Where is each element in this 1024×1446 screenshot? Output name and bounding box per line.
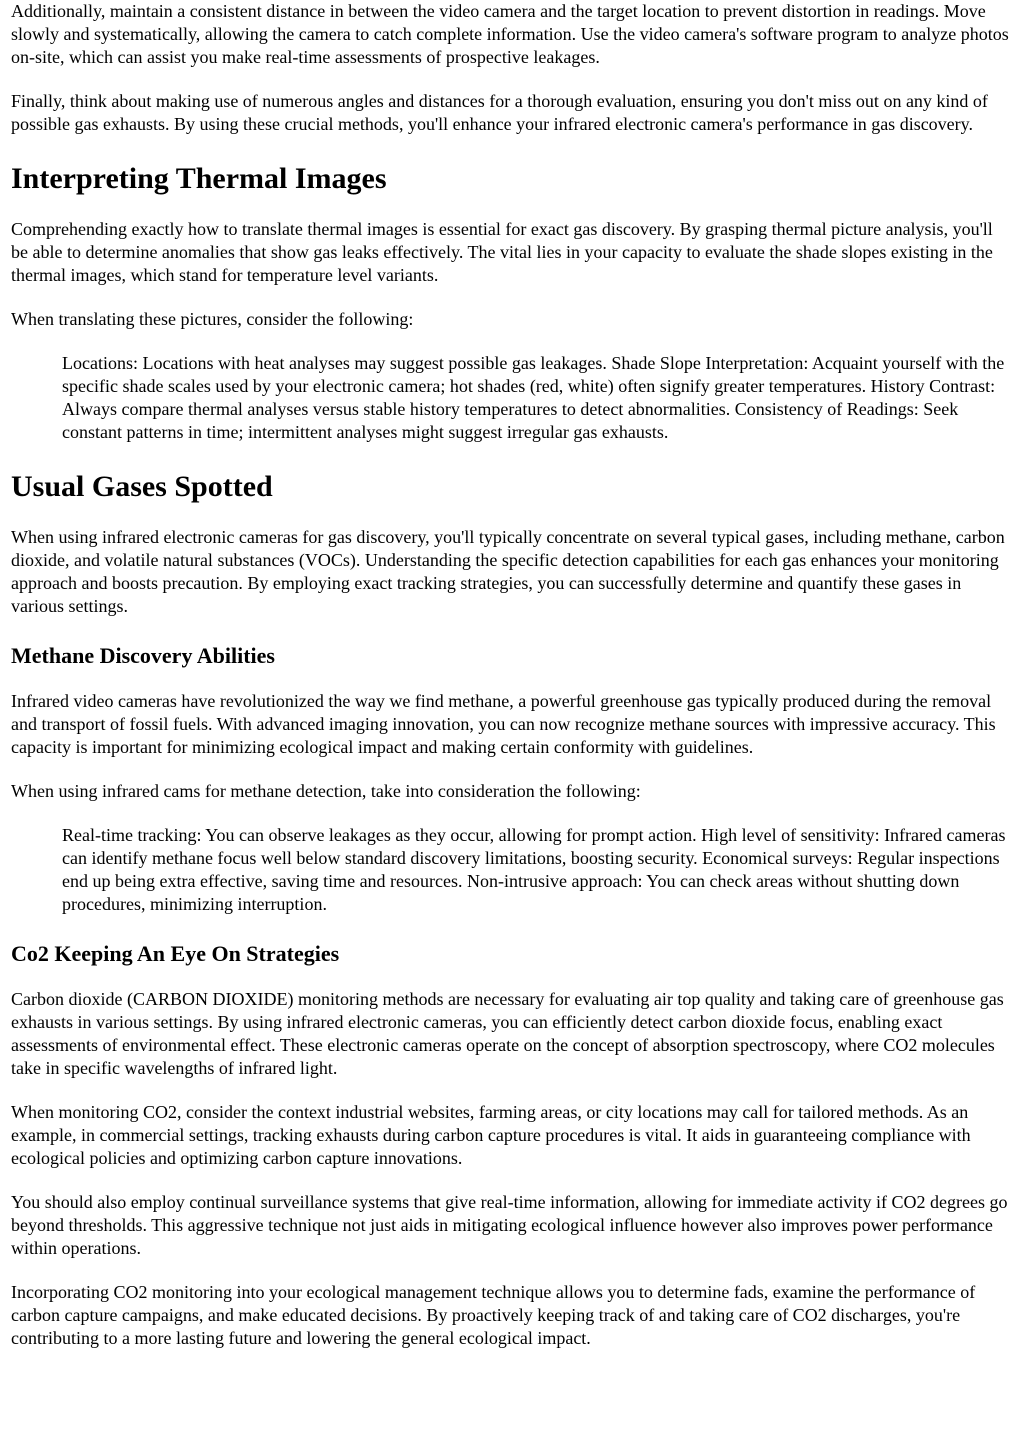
paragraph-distance: Additionally, maintain a consistent distance in between the video camera and the target location to prevent distortion in readings. Move slowly and systematically, allowing the camera to catch complete information. Use the video camera's software program to analyze photos on-site, which can assist you make real-time assessments of prospective leakages. — [11, 1, 1009, 67]
heading-methane: Methane Discovery Abilities — [11, 643, 275, 668]
paragraph-co2-context: When monitoring CO2, consider the context industrial websites, farming areas, or city locations may call for tailored methods. As an example, in commercial settings, tracking exhausts during carbon capture procedures is vital. It aids in guaranteeing compliance with ecological policies and optimizing carbon capture innovations. — [11, 1102, 971, 1168]
blockquote-methane-tips: Real-time tracking: You can observe leakages as they occur, allowing for prompt action. High level of sensitivity: Infrared cameras can identify methane focus well below standard discovery limitations, boosting security. Economical surveys: Regular inspections end up being extra effective, saving time and resources. Non-intrusive approach: You can check areas without shutting down procedures, minimizing interruption. — [62, 825, 1006, 914]
heading-usual-gases: Usual Gases Spotted — [11, 470, 273, 503]
heading-interpreting-thermal-images: Interpreting Thermal Images — [11, 162, 387, 195]
paragraph-thermal-intro: Comprehending exactly how to translate thermal images is essential for exact gas discovery. By grasping thermal picture analysis, you'll be able to determine anomalies that show gas leaks effectively. The vital lies in your capacity to evaluate the shade slopes existing in the thermal images, which stand for temperature level variants. — [11, 219, 993, 285]
paragraph-co2-intro: Carbon dioxide (CARBON DIOXIDE) monitoring methods are necessary for evaluating air top quality and taking care of greenhouse gas exhausts in various settings. By using infrared electronic cameras, you can efficiently detect carbon dioxide focus, enabling exact assessments of environmental effect. These electronic cameras operate on the concept of absorption spectroscopy, where CO2 molecules take in specific wavelengths of infrared light. — [11, 989, 1004, 1078]
paragraph-gases-intro: When using infrared electronic cameras for gas discovery, you'll typically concentrate on several typical gases, including methane, carbon dioxide, and volatile natural substances (VOCs). Understanding the specific detection capabilities for each gas enhances your monitoring approach and boosts precaution. By employing exact tracking strategies, you can successfully determine and quantify these gases in various settings. — [11, 527, 1005, 616]
paragraph-co2-management: Incorporating CO2 monitoring into your ecological management technique allows you to determine fads, examine the performance of carbon capture campaigns, and make educated decisions. By proactively keeping track of and taking care of CO2 discharges, you're contributing to a more lasting future and lowering the general ecological impact. — [11, 1282, 976, 1348]
paragraph-angles: Finally, think about making use of numerous angles and distances for a thorough evaluation, ensuring you don't miss out on any kind of possible gas exhausts. By using these crucial methods, you'll enhance your infrared electronic camera's performance in gas discovery. — [11, 91, 988, 134]
paragraph-methane-consider: When using infrared cams for methane detection, take into consideration the following: — [11, 781, 641, 801]
paragraph-co2-surveillance: You should also employ continual surveillance systems that give real-time information, allowing for immediate activity if CO2 degrees go beyond thresholds. This aggressive technique not just aids in mitigating ecological influence however also improves power performance within operations. — [11, 1192, 1008, 1258]
paragraph-methane: Infrared video cameras have revolutionized the way we find methane, a powerful greenhouse gas typically produced during the removal and transport of fossil fuels. With advanced imaging innovation, you can now recognize methane sources with impressive accuracy. This capacity is important for minimizing ecological impact and making certain conformity with guidelines. — [11, 691, 996, 757]
paragraph-consider: When translating these pictures, consider the following: — [11, 309, 414, 329]
blockquote-thermal-tips: Locations: Locations with heat analyses may suggest possible gas leakages. Shade Slope Interpretation: Acquaint yourself with the specific shade scales used by your electronic camera; hot shades (red, white) often signify greater temperatures. History Contrast: Always compare thermal analyses versus stable history temperatures to detect abnormalities. Consistency of Readings: Seek constant patterns in time; intermittent analyses might suggest irregular gas exhausts. — [62, 353, 1005, 442]
heading-co2: Co2 Keeping An Eye On Strategies — [11, 941, 340, 966]
